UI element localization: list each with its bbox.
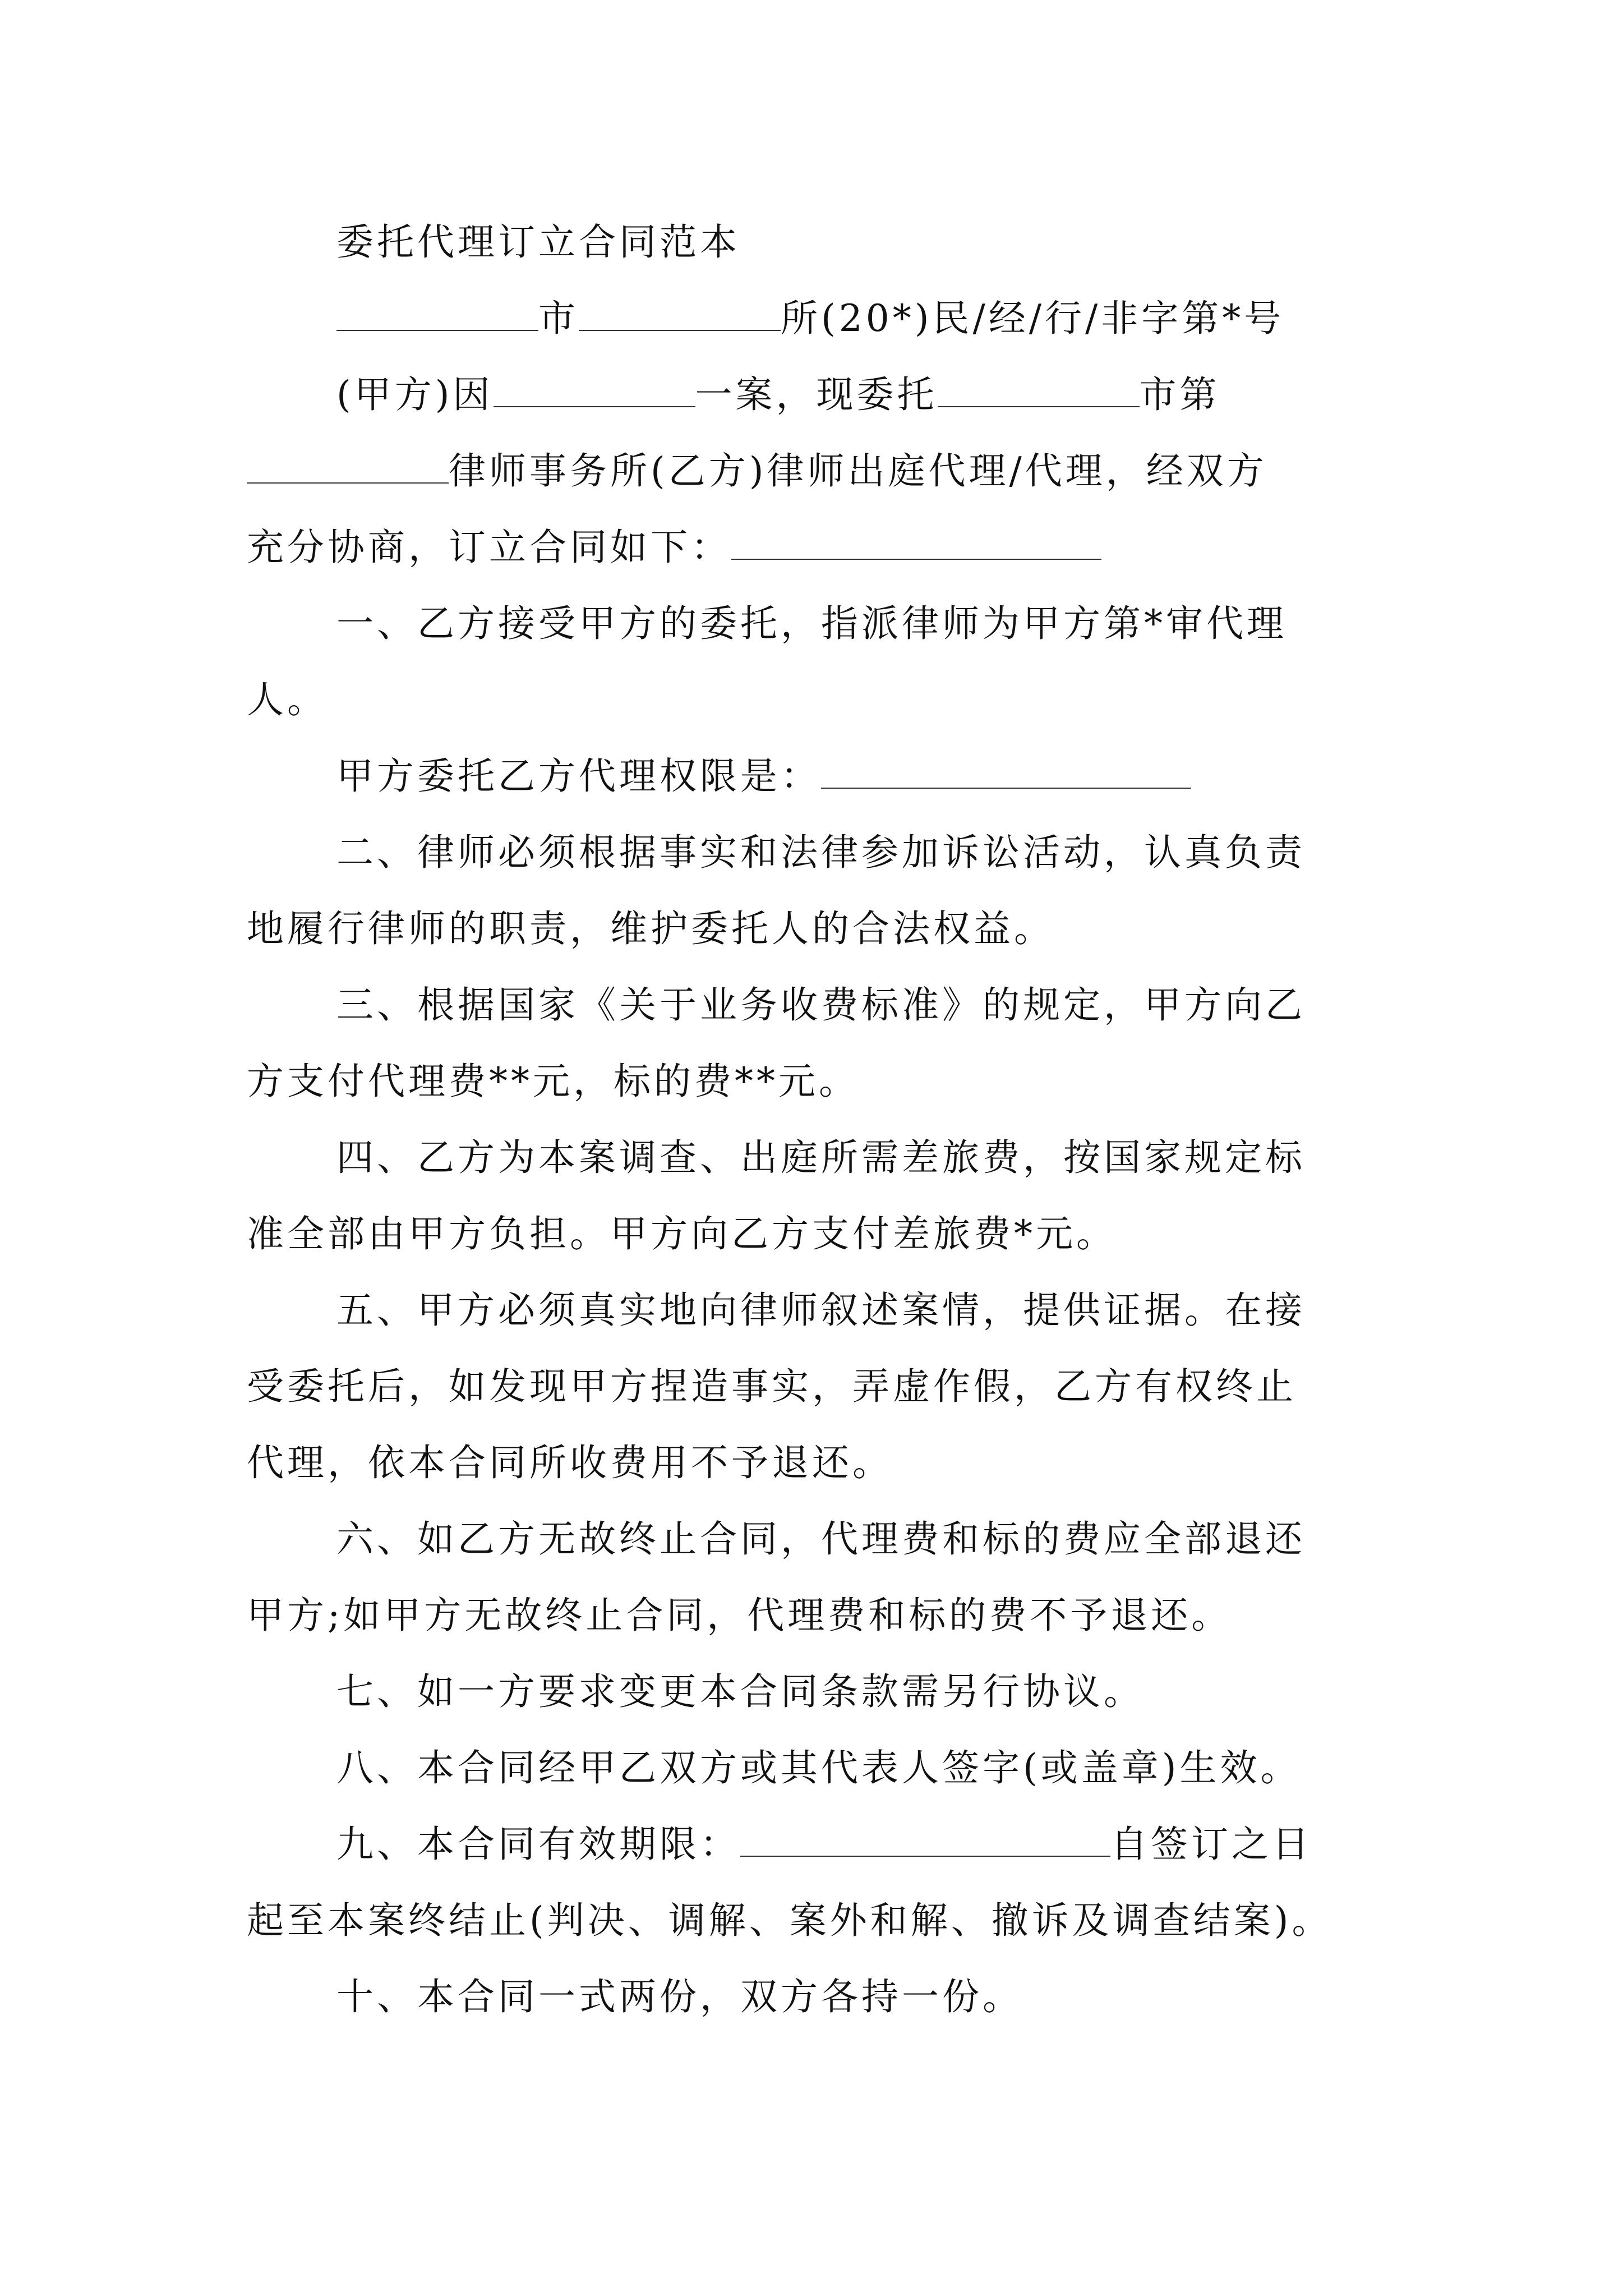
intro-line-3	[247, 525, 1101, 570]
court-blank	[579, 298, 781, 331]
scope-line	[336, 754, 1191, 799]
clause-5-line-1: 五、甲方必须真实地向律师叙述案情，提供证据。在接	[336, 1289, 1306, 1332]
clause-5-line-3: 代理，依本合同所收费用不予退还。	[247, 1441, 893, 1484]
clause-10-line-1: 十、本合同一式两份，双方各持一份。	[336, 1975, 1023, 2018]
clause-9-text-1: 九、本合同有效期限：	[336, 1823, 740, 1866]
clause-4-line-2: 准全部由甲方负担。甲方向乙方支付差旅费*元。	[247, 1212, 1117, 1255]
document-title: 委托代理订立合同范本	[336, 220, 740, 264]
case-blank	[494, 375, 695, 407]
intro-blank	[731, 527, 1101, 560]
validity-blank	[740, 1824, 1110, 1857]
law-firm-blank	[247, 451, 449, 484]
clause-7-line-1: 七、如一方要求变更本合同条款需另行协议。	[336, 1670, 1144, 1713]
intro-text-3: 市第	[1139, 373, 1220, 416]
clause-9-text-2: 自签订之日	[1110, 1823, 1312, 1866]
clause-4-line-1: 四、乙方为本案调查、出庭所需差旅费，按国家规定标	[336, 1136, 1306, 1179]
scope-blank	[821, 756, 1191, 789]
city-blank	[336, 298, 538, 331]
case-number-text-1: 市	[538, 297, 579, 340]
clause-8-line-1: 八、本合同经甲乙双方或其代表人签字(或盖章)生效。	[336, 1746, 1301, 1789]
intro-line-1	[336, 372, 1220, 417]
scope-label: 甲方委托乙方代理权限是：	[336, 754, 821, 798]
clause-5-line-2: 受委托后，如发现甲方捏造事实，弄虚作假，乙方有权终止	[247, 1365, 1297, 1408]
entrust-city-blank	[938, 375, 1140, 407]
clause-6-line-2: 甲方;如甲方无故终止合同，代理费和标的费不予退还。	[247, 1594, 1232, 1637]
intro-line-2	[247, 449, 1267, 494]
intro-text-1: (甲方)因	[336, 373, 494, 416]
clause-3-line-1: 三、根据国家《关于业务收费标准》的规定，甲方向乙	[336, 983, 1306, 1027]
case-number-line	[336, 296, 1284, 341]
intro-text-5: 充分协商，订立合同如下：	[247, 526, 731, 569]
case-number-text-2: 所(20*)民/经/行/非字第*号	[781, 297, 1285, 340]
intro-text-2: 一案，现委托	[695, 373, 938, 416]
clause-9-line-2: 起至本案终结止(判决、调解、案外和解、撤诉及调查结案)。	[247, 1899, 1332, 1942]
clause-6-line-1: 六、如乙方无故终止合同，代理费和标的费应全部退还	[336, 1517, 1306, 1561]
clause-1-line-2: 人。	[247, 678, 328, 721]
clause-3-line-2: 方支付代理费**元，标的费**元。	[247, 1060, 859, 1103]
clause-2-line-2: 地履行律师的职责，维护委托人的合法权益。	[247, 907, 1054, 950]
clause-1-line-1: 一、乙方接受甲方的委托，指派律师为甲方第*审代理	[336, 602, 1287, 645]
clause-9-line-1	[336, 1822, 1312, 1867]
intro-text-4: 律师事务所(乙方)律师出庭代理/代理，经双方	[449, 449, 1267, 493]
clause-2-line-1: 二、律师必须根据事实和法律参加诉讼活动，认真负责	[336, 831, 1306, 874]
